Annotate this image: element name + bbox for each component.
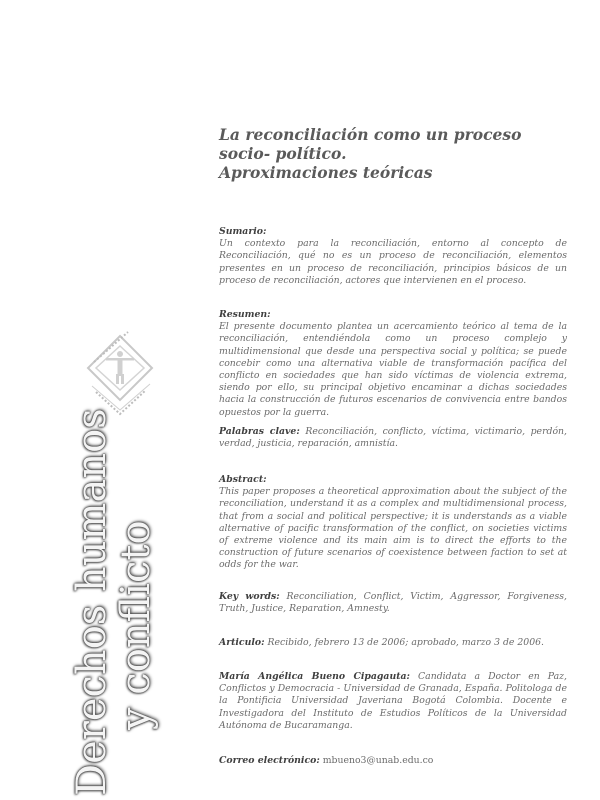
author-name: María Angélica Bueno Cipagauta: [219, 671, 410, 682]
vertical-title-line-2: y conflicto [113, 520, 159, 730]
key-words-section [219, 591, 567, 615]
author-section [219, 671, 567, 732]
title-line-2: socio- político. [219, 144, 347, 163]
email-address[interactable]: mbueno3@unab.edu.co [322, 755, 434, 766]
articulo-text: Recibido, febrero 13 de 2006; aprobado, marzo 3 de 2006. [267, 637, 544, 648]
resumen-section [219, 309, 567, 419]
abstract-heading: Abstract: [219, 474, 267, 485]
sumario-heading: Sumario: [219, 226, 267, 237]
abstract-text: This paper proposes a theoretical approximation about the subject of the reconciliation, understand it as a complex and multidimensional process, that from a social and political perspective; it is understands as a viable alternative of pacific transformation of the conflict, on societies victims of extreme violence and its main aim is to direct the efforts to the construction of future scenarios of coexistence between faction to set at odds for the war. [219, 486, 567, 571]
vertical-journal-title [69, 408, 190, 800]
vertical-title-line-1: Derechos humanos [69, 408, 115, 796]
resumen-heading: Resumen: [219, 309, 271, 320]
journal-sidebar [60, 300, 190, 800]
sumario-section [219, 226, 567, 287]
palabras-clave-text: Reconciliación, conflicto, víctima, victimario, perdón, verdad, justicia, reparación, amnistía. [219, 426, 567, 450]
email-section [219, 755, 567, 767]
articulo-label: Articulo: [219, 637, 265, 648]
palabras-clave-section [219, 426, 567, 450]
title-line-3: Aproximaciones teóricas [219, 163, 433, 182]
key-words-label: Key words: [219, 591, 280, 602]
title-line-1: La reconciliación como un proceso [219, 125, 522, 144]
article-header [219, 120, 567, 182]
abstract-section [219, 474, 567, 572]
resumen-text: El presente documento plantea un acercamiento teórico al tema de la reconciliación, entendiéndola como un proceso complejo y multidimensional que desde una perspectiva social y política; se puede concebir como una alternativa viable de transformación pacífica del conflicto en sociedades que han sido víctimas de violencia extrema, siendo por ello, su principal objetivo encaminar a dichas sociedades hacia la construcción de futuros escenarios de convivencia entre bandos opuestos por la guerra. [219, 321, 567, 418]
article-title [219, 125, 567, 182]
palabras-clave-label: Palabras clave: [219, 426, 300, 437]
articulo-section [219, 637, 567, 649]
email-label: Correo electrónico: [219, 755, 320, 766]
sumario-text: Un contexto para la reconciliación, entorno al concepto de Reconciliación, qué no es un proceso de reconciliación, elementos presentes en un proceso de reconciliación, principios básicos de un proceso de reconciliación, actores que intervienen en el proceso. [219, 238, 567, 286]
author-bio: Candidata a Doctor en Paz, Conflictos y Democracia - Universidad de Granada, España. Politologa de la Pontificia Universidad Javeriana Bogotá Colombia. Docente e Investigadora del Instituto de Estudios Políticos de la Universidad Autónoma de Bucaramanga. [219, 671, 567, 731]
key-words-text: Reconciliation, Conflict, Victim, Aggressor, Forgiveness, Truth, Justice, Reparation, Amnesty. [219, 591, 567, 615]
journal-logo-icon [82, 322, 158, 422]
